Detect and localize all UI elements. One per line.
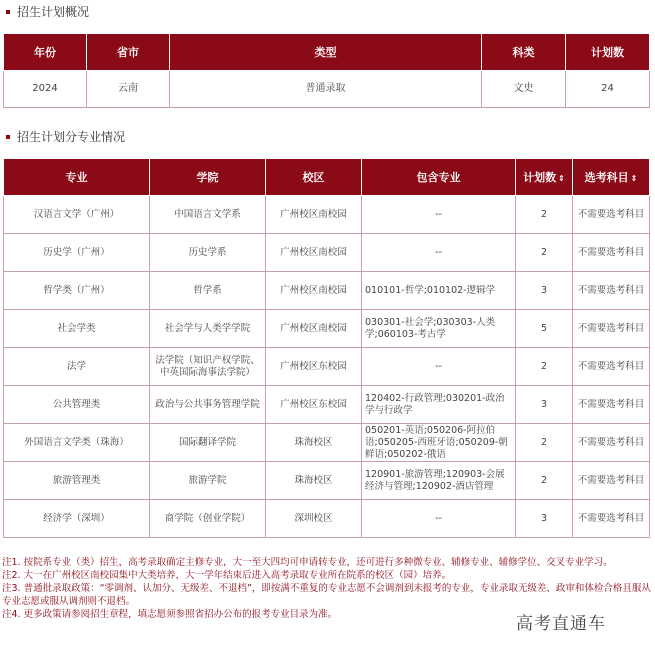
overview-header-row [4,34,650,71]
college-name: 商学院（创业学院） [150,500,266,538]
college-name: 旅游学院 [150,462,266,500]
table-row [4,272,650,310]
campus-name: 珠海校区 [266,424,362,462]
campus-name: 广州校区南校园 [266,234,362,272]
major-name: 经济学（深圳） [4,500,150,538]
majors-header-subjects-label: 选考科目 [584,171,629,184]
college-name: 中国语言文学系 [150,196,266,234]
plan-count: 2 [516,424,573,462]
subject-requirement: 不需要选考科目 [573,424,650,462]
subject-requirement: 不需要选考科目 [573,234,650,272]
overview-plan: 24 [566,71,650,108]
included-majors: 010101-哲学;010102-逻辑学 [362,272,516,310]
major-name: 法学 [4,348,150,386]
overview-type: 普通录取 [170,71,482,108]
subject-requirement: 不需要选考科目 [573,500,650,538]
plan-count: 3 [516,500,573,538]
subject-requirement: 不需要选考科目 [573,348,650,386]
campus-name: 广州校区南校园 [266,272,362,310]
campus-name: 广州校区南校园 [266,310,362,348]
overview-section-title [2,2,89,22]
major-name: 旅游管理类 [4,462,150,500]
included-majors: -- [362,348,516,386]
major-name: 汉语言文学（广州） [4,196,150,234]
subject-requirement: 不需要选考科目 [573,462,650,500]
overview-header-category: 科类 [482,34,566,71]
plan-count: 2 [516,196,573,234]
table-row [4,386,650,424]
plan-count: 3 [516,386,573,424]
table-row [4,462,650,500]
college-name: 社会学与人类学学院 [150,310,266,348]
plan-count: 5 [516,310,573,348]
plan-count: 2 [516,462,573,500]
majors-header-row [4,159,650,196]
overview-category: 文史 [482,71,566,108]
college-name: 哲学系 [150,272,266,310]
overview-header-year: 年份 [4,34,87,71]
major-name: 公共管理类 [4,386,150,424]
note-item: 注4. 更多政策请参阅招生章程，填志愿须参照省招办公布的报考专业目录为准。 [2,609,338,620]
included-majors: -- [362,234,516,272]
overview-year: 2024 [4,71,87,108]
subject-requirement: 不需要选考科目 [573,310,650,348]
included-majors: 120901-旅游管理;120903-会展经济与管理;120902-酒店管理 [362,462,516,500]
included-majors: 030301-社会学;030303-人类学;060103-考古学 [362,310,516,348]
subject-requirement: 不需要选考科目 [573,196,650,234]
majors-header-major: 专业 [4,159,150,196]
sort-icon[interactable]: ⇕ [558,174,565,183]
section-bullet-icon [6,135,10,139]
majors-title-text: 招生计划分专业情况 [17,130,126,144]
table-row [4,310,650,348]
campus-name: 广州校区南校园 [266,196,362,234]
major-name: 社会学类 [4,310,150,348]
campus-name: 深圳校区 [266,500,362,538]
plan-count: 2 [516,348,573,386]
college-name: 政治与公共事务管理学院 [150,386,266,424]
section-bullet-icon [6,10,10,14]
overview-province: 云南 [87,71,170,108]
plan-count: 3 [516,272,573,310]
major-name: 外国语言文学类（珠海） [4,424,150,462]
overview-title-text: 招生计划概况 [17,5,90,19]
overview-header-province: 省市 [87,34,170,71]
majors-header-campus: 校区 [266,159,362,196]
included-majors: 120402-行政管理;030201-政治学与行政学 [362,386,516,424]
note-item: 注1. 按院系专业（类）招生，高考录取确定主修专业，大一至大四均可申请转专业，还可进行多种微专业、辅修专业、辅修学位、交叉专业学习。 [2,557,613,568]
majors-header-plan[interactable] [516,159,573,196]
note-item: 注3. 普通批录取政策：“零调剂、认加分、无级差、不退档”，即按满不重复的专业志愿不会调剂到未报考的专业，专业录取无级差、政审和体检合格且服从专业志愿或服从调剂则不退档。 [2,583,651,607]
included-majors: -- [362,196,516,234]
major-name: 历史学（广州） [4,234,150,272]
majors-section-title [2,127,125,147]
table-row [4,500,650,538]
subject-requirement: 不需要选考科目 [573,386,650,424]
plan-count: 2 [516,234,573,272]
included-majors: 050201-英语;050206-阿拉伯语;050205-西班牙语;050209-朝鲜语;050202-俄语 [362,424,516,462]
table-row [4,348,650,386]
majors-header-plan-label: 计划数 [523,171,557,184]
campus-name: 广州校区东校园 [266,348,362,386]
majors-header-included: 包含专业 [362,159,516,196]
college-name: 历史学系 [150,234,266,272]
college-name: 国际翻译学院 [150,424,266,462]
overview-header-type: 类型 [170,34,482,71]
majors-header-college: 学院 [150,159,266,196]
included-majors: -- [362,500,516,538]
campus-name: 广州校区东校园 [266,386,362,424]
campus-name: 珠海校区 [266,462,362,500]
majors-header-subjects[interactable] [573,159,650,196]
table-row [4,196,650,234]
college-name: 法学院（知识产权学院、中英国际海事法学院） [150,348,266,386]
subject-requirement: 不需要选考科目 [573,272,650,310]
overview-row [4,71,650,108]
table-row [4,424,650,462]
majors-table [3,158,650,538]
sort-icon[interactable]: ⇕ [630,174,638,183]
table-row [4,234,650,272]
note-item: 注2. 大一在广州校区南校园集中大类培养，大一学年结束后进入高考录取专业所在院系的校区（园）培养。 [2,570,452,581]
watermark: 高考直通车 [516,614,606,634]
major-name: 哲学类（广州） [4,272,150,310]
overview-table [3,33,650,108]
overview-header-plan: 计划数 [566,34,650,71]
